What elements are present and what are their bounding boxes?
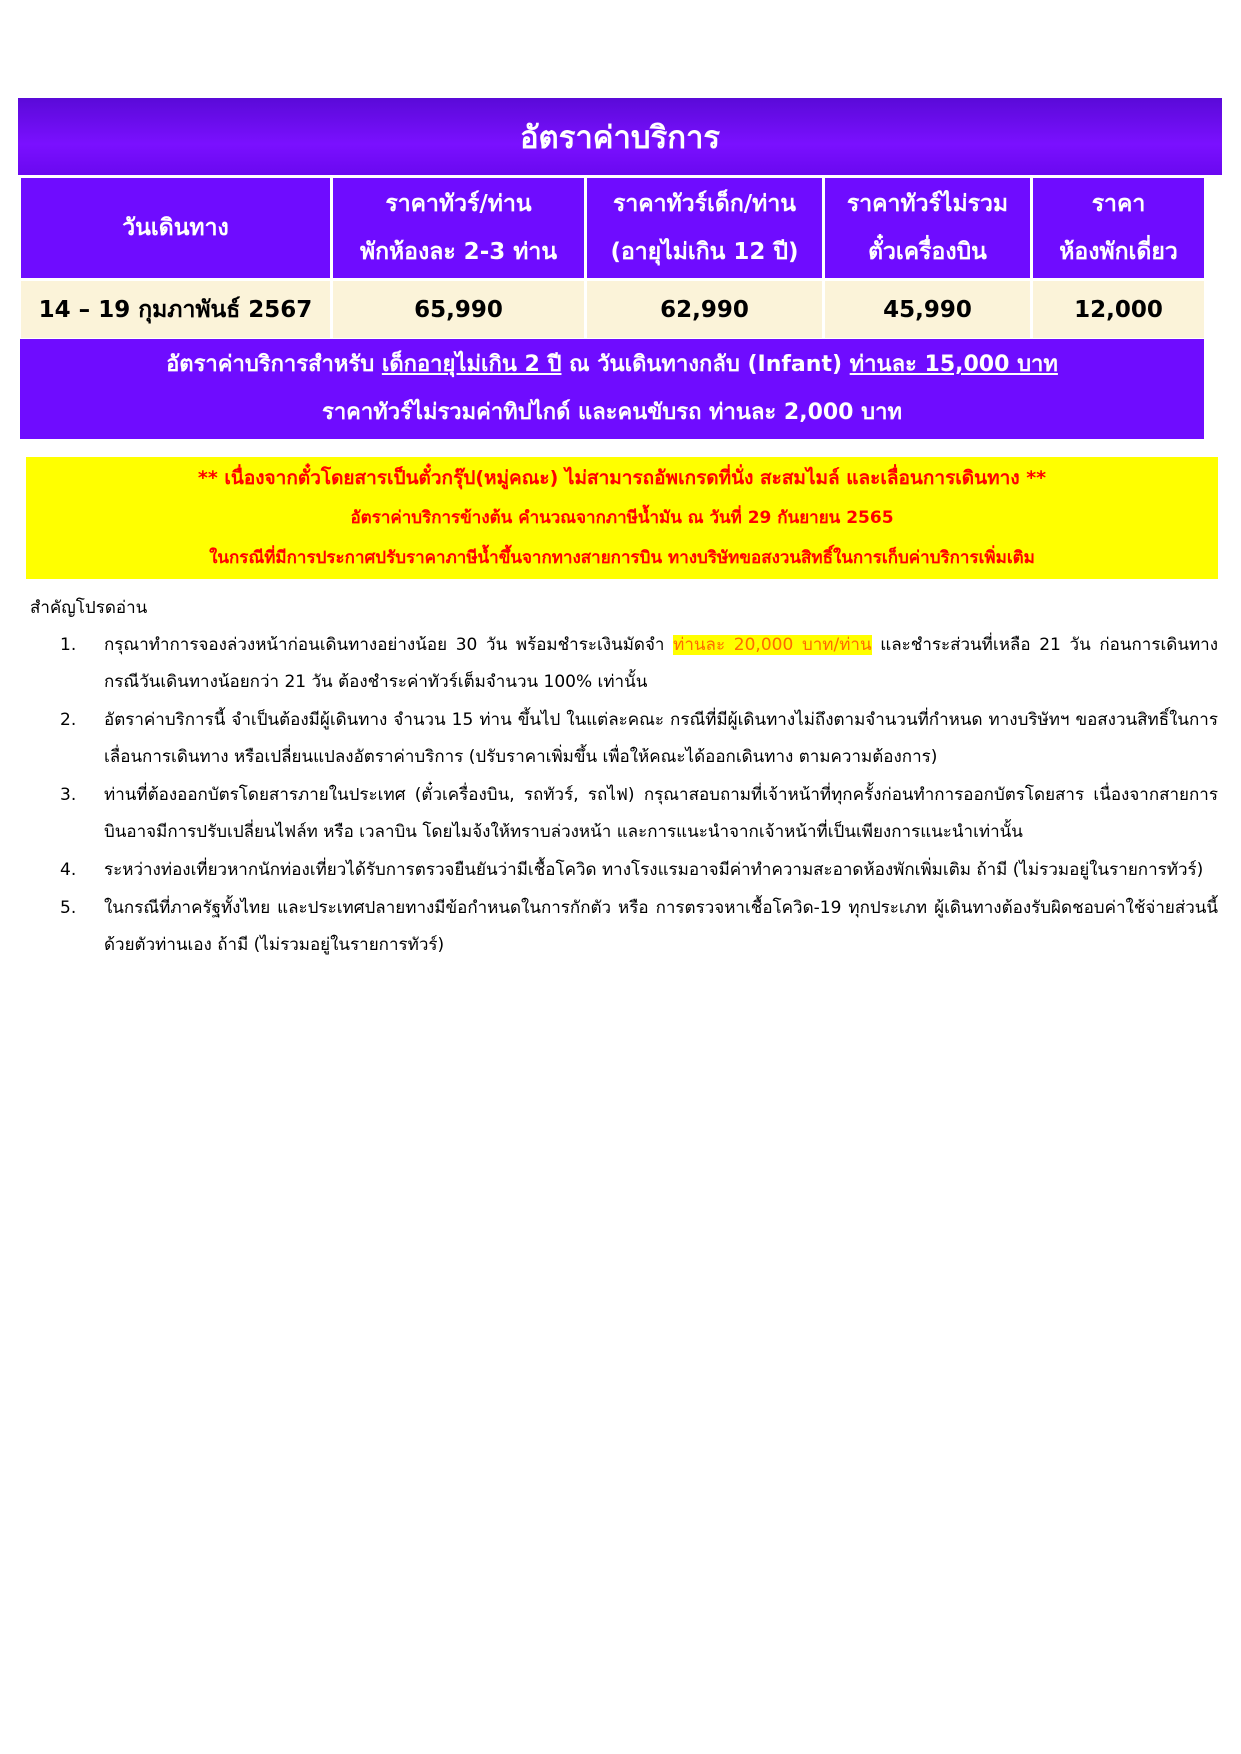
deposit-highlight: ท่านละ 20,000 บาท/ท่าน bbox=[673, 635, 872, 655]
list-item: 5. ในกรณีที่ภาครัฐทั้งไทย และประเทศปลายทางมีข้อกำหนดในการกักตัว หรือ การตรวจหาเชื้อโควิด-19 ทุกประเภท ผู้เดินทางต้องรับผิดชอบค่าใช้จ่ายส่วนนี้ด้วยตัวท่านเอง ถ้ามี (ไม่รวมอยู่ในรายการทัวร์) bbox=[60, 898, 1218, 955]
notice-line-1: ** เนื่องจากตั๋วโดยสารเป็นตั๋วกรุ๊ป(หมู่คณะ) ไม่สามารถอัพเกรดที่นั่ง สะสมไมล์ และเลื่อนการเดินทาง ** bbox=[197, 467, 1047, 489]
cell-single-room: 12,000 bbox=[1032, 280, 1206, 340]
cell-no-ticket-price: 45,990 bbox=[824, 280, 1032, 340]
notice-line-2: อัตราค่าบริการข้างต้น คำนวณจากภาษีน้ำมัน ณ วันที่ 29 กันยายน 2565 bbox=[350, 508, 894, 528]
notice-line-3: ในกรณีที่มีการประกาศปรับราคาภาษีน้ำขึ้นจากทางสายการบิน ทางบริษัทขอสงวนสิทธิ์ในการเก็บค่าบริการเพิ่มเติม bbox=[209, 548, 1035, 568]
header-no-ticket-price: ราคาทัวร์ไม่รวม ตั๋วเครื่องบิน bbox=[824, 177, 1032, 280]
table-header-row bbox=[20, 177, 1206, 280]
notes-list bbox=[60, 627, 1218, 965]
cell-date: 14 – 19 กุมภาพันธ์ 2567 bbox=[20, 280, 332, 340]
table-row bbox=[20, 280, 1206, 340]
rates-title: อัตราค่าบริการ bbox=[18, 98, 1222, 175]
notice-box bbox=[26, 457, 1218, 579]
list-item: 3. ท่านที่ต้องออกบัตรโดยสารภายในประเทศ (ตั๋วเครื่องบิน, รถทัวร์, รถไฟ) กรุณาสอบถามที่เจ้าหน้าที่ทุกครั้งก่อนทำการออกบัตรโดยสาร เนื่องจากสายการบินอาจมีการปรับเปลี่ยนไฟล์ท หรือ เวลาบิน โดยไมจ้งให้ทราบล่วงหน้า และการแนะนำจากเจ้าหน้าที่เป็นเพียงการแนะนำเท่านั้น bbox=[60, 785, 1218, 842]
list-item: 4. ระหว่างท่องเที่ยวหากนักท่องเที่ยวได้รับการตรวจยืนยันว่ามีเชื้อโควิด ทางโรงแรมอาจมีค่าทำความสะอาดห้องพักเพิ่มเติม ถ้ามี (ไม่รวมอยู่ในรายการทัวร์) bbox=[60, 860, 1204, 880]
infant-rate-line: อัตราค่าบริการสำหรับ เด็กอายุไม่เกิน 2 ปี ณ วันเดินทางกลับ (Infant) ท่านละ 15,000 บาท bbox=[166, 352, 1058, 377]
infant-rate-box bbox=[20, 339, 1204, 439]
rates-table bbox=[18, 175, 1207, 341]
infant-age-underline: เด็กอายุไม่เกิน 2 ปี bbox=[381, 352, 562, 377]
cell-child-price: 62,990 bbox=[586, 280, 824, 340]
list-item: 1. กรุณาทำการจองล่วงหน้าก่อนเดินทางอย่างน้อย 30 วัน พร้อมชำระเงินมัดจำ ท่านละ 20,000 บาท/ท่าน และชำระส่วนที่เหลือ 21 วัน ก่อนการเดินทาง กรณีวันเดินทางน้อยกว่า 21 วัน ต้องชำระค่าทัวร์เต็มจำนวน 100% เท่านั้น bbox=[60, 635, 1219, 692]
header-travel-date: วันเดินทาง bbox=[20, 177, 332, 280]
infant-price-underline: ท่านละ 15,000 บาท bbox=[849, 352, 1058, 377]
header-single-room: ราคา ห้องพักเดี่ยว bbox=[1032, 177, 1206, 280]
header-child-price: ราคาทัวร์เด็ก/ท่าน (อายุไม่เกิน 12 ปี) bbox=[586, 177, 824, 280]
tip-line: ราคาทัวร์ไม่รวมค่าทิปไกด์ และคนขับรถ ท่านละ 2,000 บาท bbox=[322, 400, 902, 425]
cell-adult-price: 65,990 bbox=[332, 280, 586, 340]
header-adult-price: ราคาทัวร์/ท่าน พักห้องละ 2-3 ท่าน bbox=[332, 177, 586, 280]
notes-title: สำคัญโปรดอ่าน bbox=[30, 598, 148, 618]
list-item: 2. อัตราค่าบริการนี้ จำเป็นต้องมีผู้เดินทาง จำนวน 15 ท่าน ขึ้นไป ในแต่ละคณะ กรณีที่มีผู้เดินทางไม่ถึงตามจำนวนที่กำหนด ทางบริษัทฯ ขอสงวนสิทธิ์ในการเลื่อนการเดินทาง หรือเปลี่ยนแปลงอัตราค่าบริการ (ปรับราคาเพิ่มขึ้น เพื่อให้คณะได้ออกเดินทาง ตามความต้องการ) bbox=[60, 710, 1218, 767]
